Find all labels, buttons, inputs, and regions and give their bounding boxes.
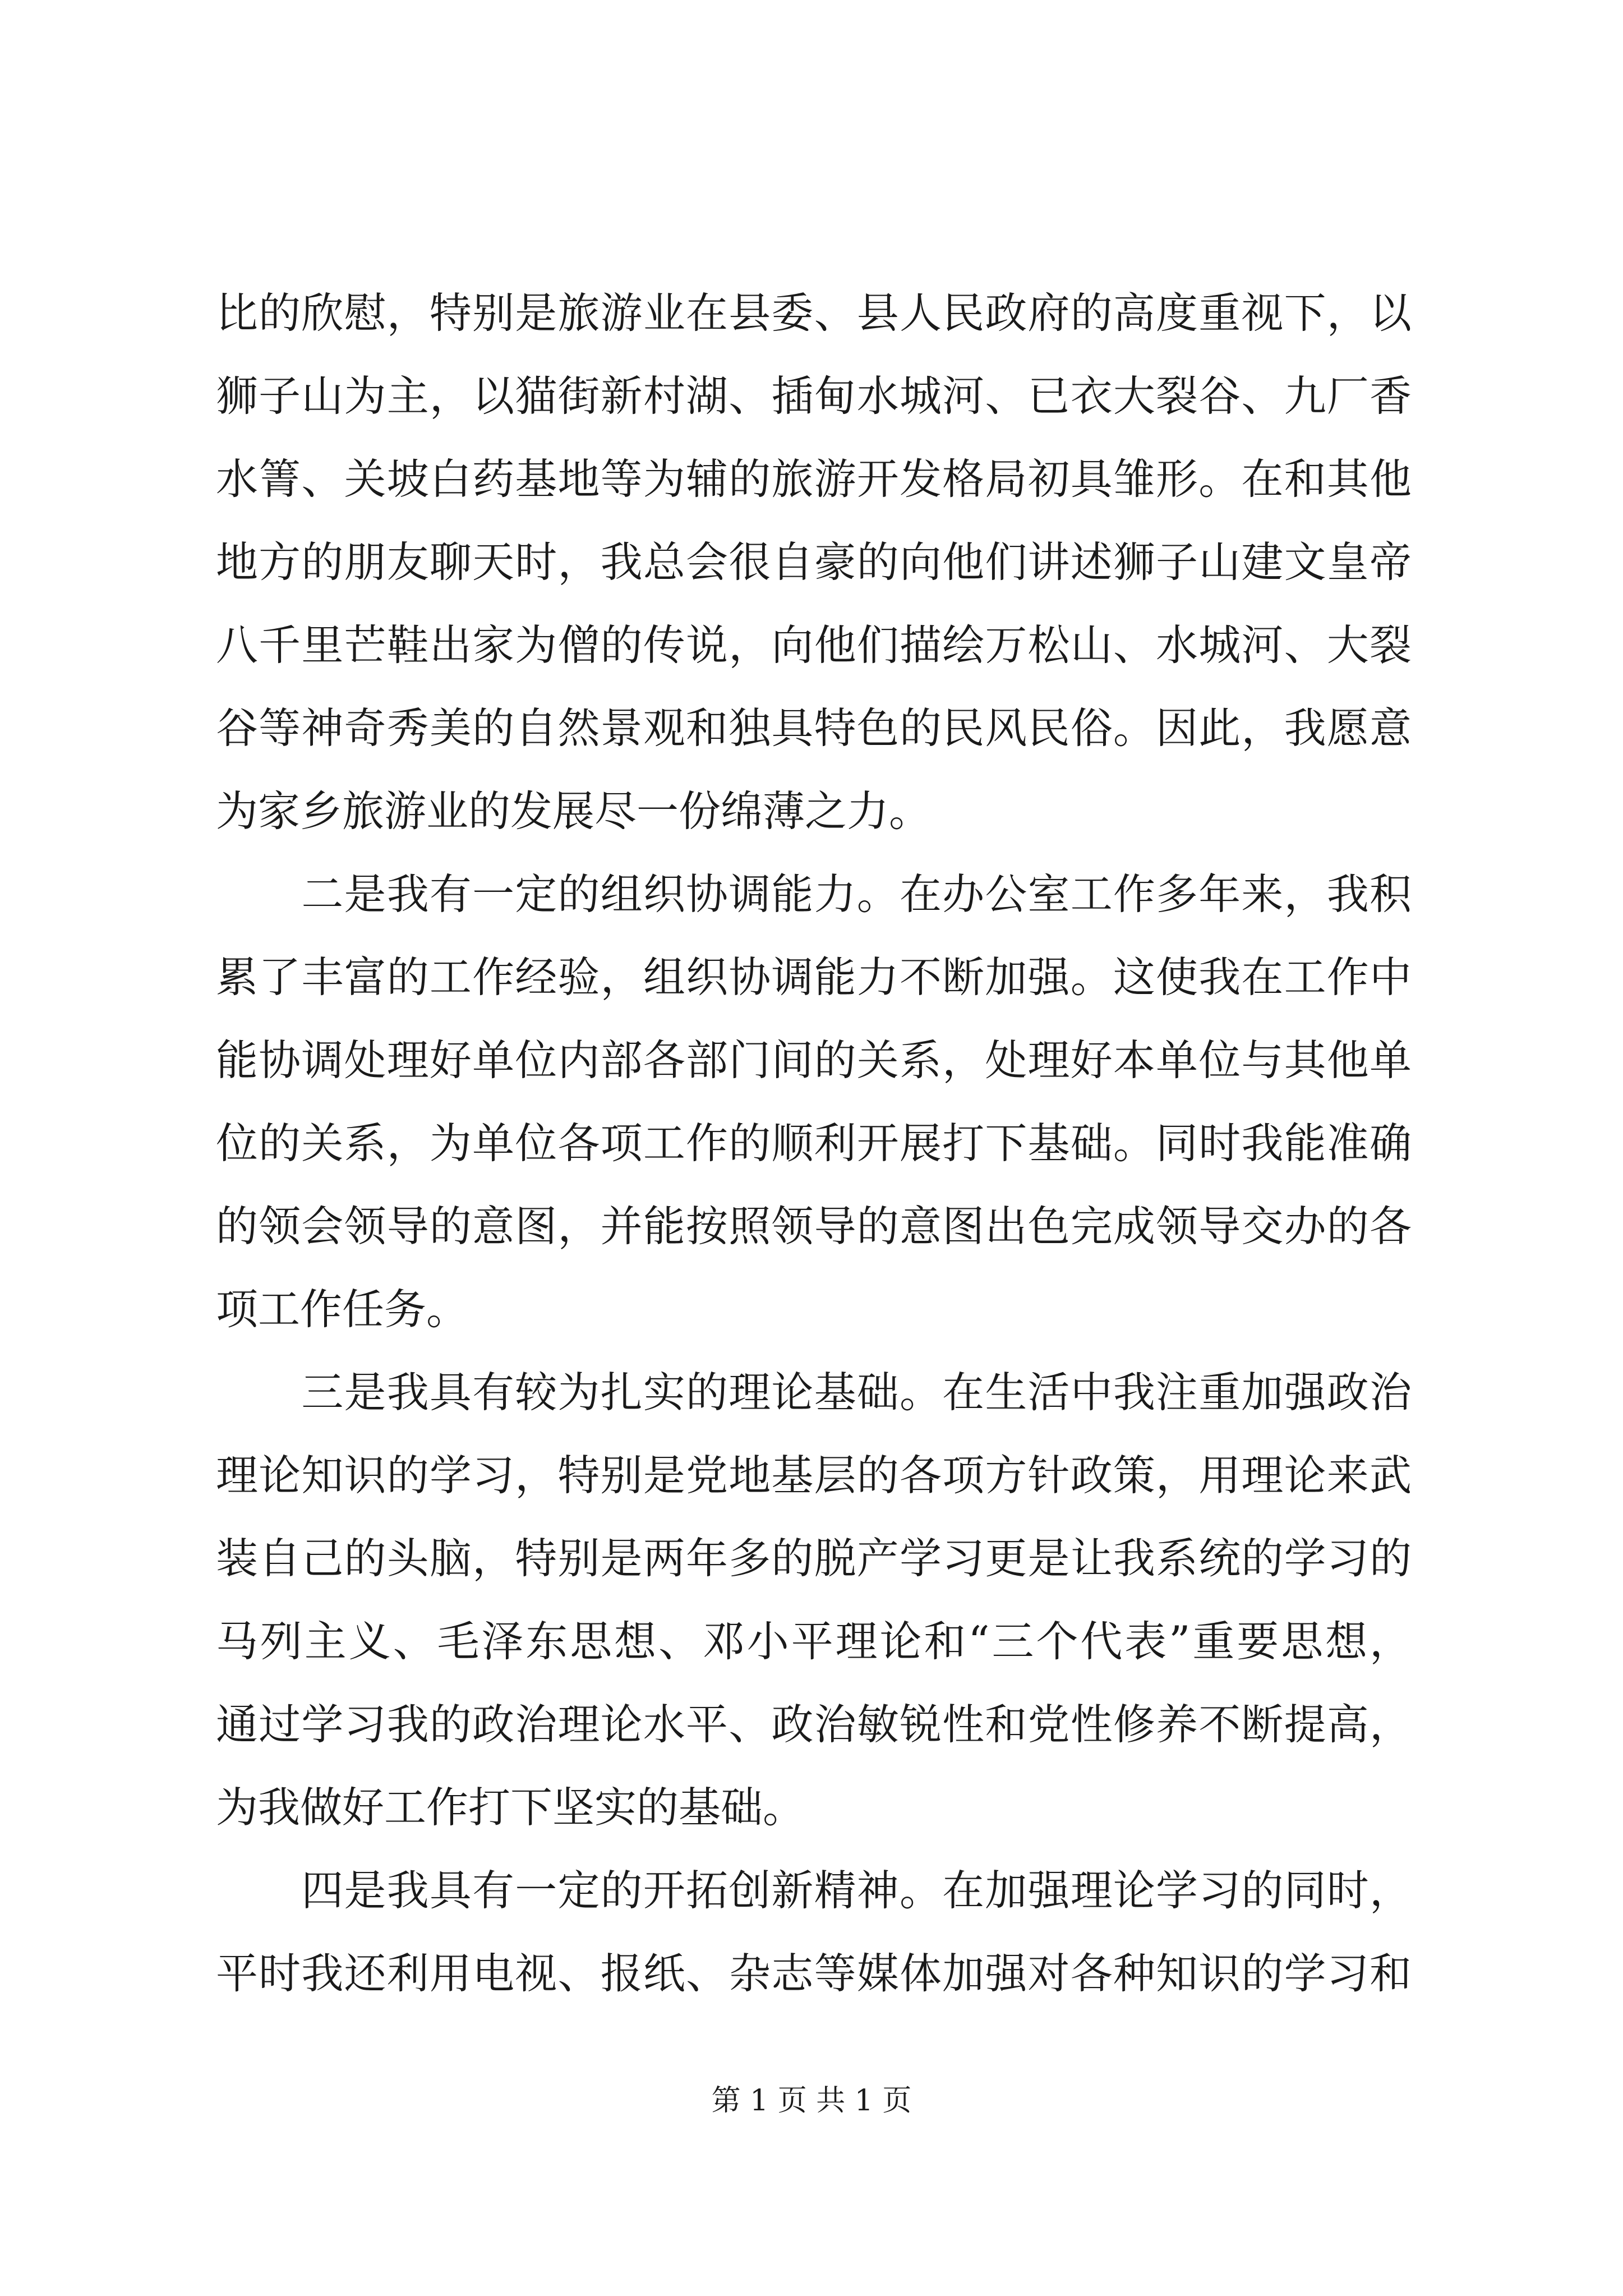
- text-line: 狮子山为主，以猫街新村湖、插甸水城河、已衣大裂谷、九厂香: [216, 371, 1412, 421]
- text-line: 累了丰富的工作经验，组织协调能力不断加强。这使我在工作中: [216, 953, 1412, 1002]
- text-line: 平时我还利用电视、报纸、杂志等媒体加强对各种知识的学习和: [216, 1949, 1412, 1998]
- text-line: 为家乡旅游业的发展尽一份绵薄之力。: [216, 786, 932, 836]
- text-line: 八千里芒鞋出家为僧的传说，向他们描绘万松山、水城河、大裂: [216, 620, 1412, 670]
- text-line: 马列主义、毛泽东思想、邓小平理论和“三个代表”重要思想，: [216, 1617, 1412, 1666]
- text-line: 谷等神奇秀美的自然景观和独具特色的民风民俗。因此，我愿意: [216, 703, 1412, 753]
- text-line: 地方的朋友聊天时，我总会很自豪的向他们讲述狮子山建文皇帝: [216, 537, 1412, 587]
- text-line: 位的关系，为单位各项工作的顺利开展打下基础。同时我能准确: [216, 1119, 1412, 1168]
- text-line: 为我做好工作打下坚实的基础。: [216, 1783, 805, 1832]
- page-footer: 第 1 页 共 1 页: [711, 2084, 912, 2118]
- text-line: 的领会领导的意图，并能按照领导的意图出色完成领导交办的各: [216, 1202, 1412, 1251]
- text-line: 水箐、关坡白药基地等为辅的旅游开发格局初具雏形。在和其他: [216, 454, 1412, 504]
- text-line: 四是我具有一定的开拓创新精神。在加强理论学习的同时，: [216, 1866, 1412, 1915]
- text-line: 通过学习我的政治理论水平、政治敏锐性和党性修养不断提高，: [216, 1700, 1412, 1749]
- text-line: 比的欣慰，特别是旅游业在县委、县人民政府的高度重视下，以: [216, 288, 1412, 338]
- text-line: 能协调处理好单位内部各部门间的关系，处理好本单位与其他单: [216, 1036, 1412, 1085]
- text-line: 二是我有一定的组织协调能力。在办公室工作多年来，我积: [216, 869, 1412, 919]
- text-line: 三是我具有较为扎实的理论基础。在生活中我注重加强政治: [216, 1368, 1412, 1417]
- text-line: 项工作任务。: [216, 1285, 469, 1334]
- text-line: 装自己的头脑，特别是两年多的脱产学习更是让我系统的学习的: [216, 1534, 1412, 1583]
- text-line: 理论知识的学习，特别是党地基层的各项方针政策，用理论来武: [216, 1451, 1412, 1500]
